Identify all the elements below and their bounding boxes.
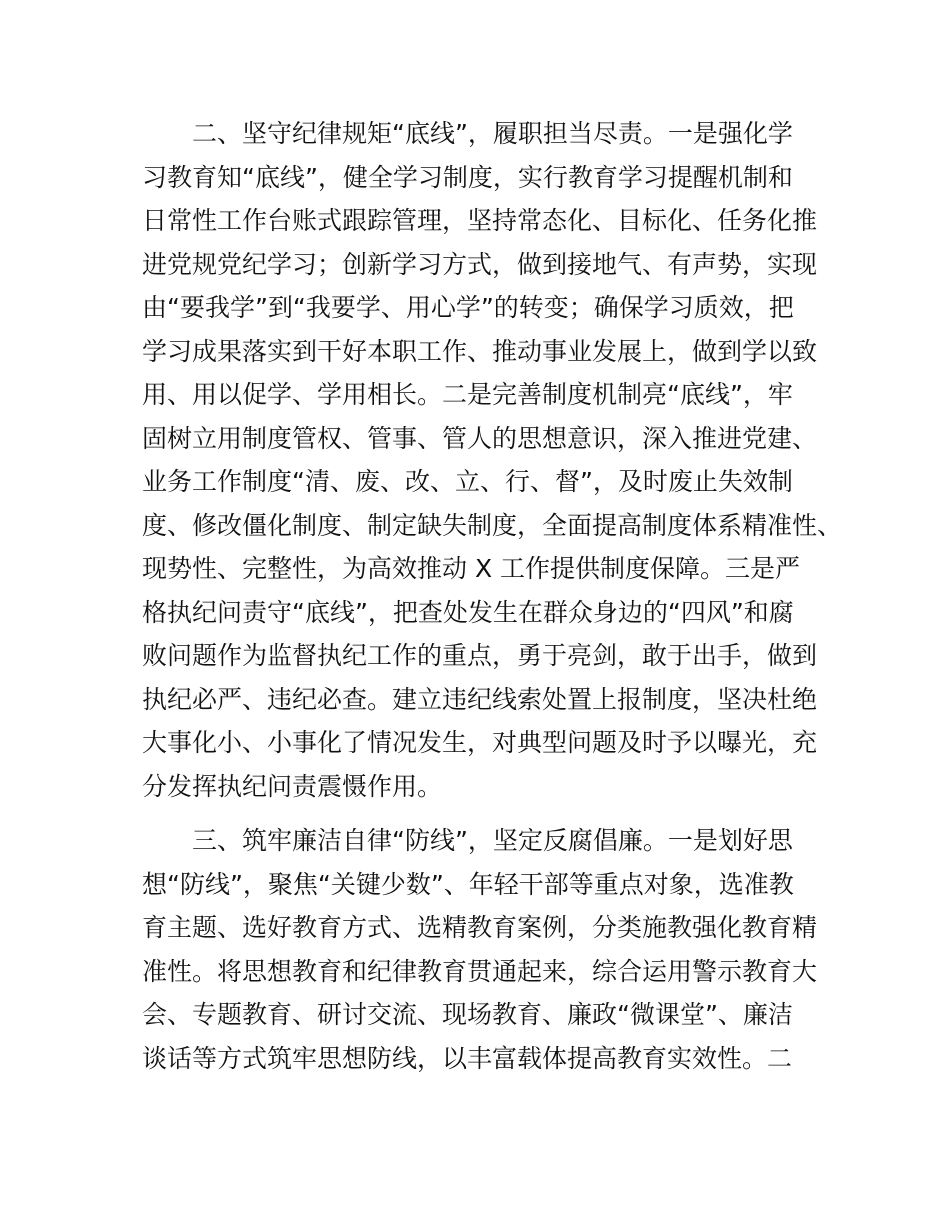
text-line: 现势性、完整性，为高效推动 X 工作提供制度保障。三是严 [142, 554, 801, 583]
text-line: 二、坚守纪律规矩“底线”，履职担当尽责。一是强化学 [192, 119, 793, 148]
text-line: 日常性工作台账式跟踪管理，坚持常态化、目标化、任务化推 [142, 206, 818, 235]
text-line: 用、用以促学、学用相长。二是完善制度机制亮“底线”，牢 [142, 380, 793, 409]
text-line: 大事化小、小事化了情况发生，对典型问题及时予以曝光，充 [142, 728, 818, 757]
text-line: 习教育知“底线”，健全学习制度，实行教育学习提醒机制和 [142, 162, 793, 192]
text-line: 败问题作为监督执纪工作的重点，勇于亮剑，敢于出手，做到 [142, 641, 818, 670]
text-line: 业务工作制度“清、废、改、立、行、督”，及时废止失效制 [142, 467, 793, 496]
text-line: 想“防线”，聚焦“关键少数”、年轻干部等重点对象，选准教 [142, 869, 794, 899]
text-line: 由“要我学”到“我要学、用心学”的转变；确保学习质效，把 [142, 293, 794, 322]
text-line: 度、修改僵化制度、制定缺失制度，全面提高制度体系精准性、 [142, 510, 843, 540]
document-body [142, 112, 843, 1080]
text-line: 进党规党纪学习；创新学习方式，做到接地气、有声势，实现 [142, 249, 818, 279]
text-line: 分发挥执纪问责震慑作用。 [142, 771, 443, 801]
paragraph-spacer [142, 808, 832, 819]
text-line: 谈话等方式筑牢思想防线，以丰富载体提高教育实效性。二 [142, 1043, 793, 1073]
text-line: 三、筑牢廉洁自律“防线”，坚定反腐倡廉。一是划好思 [192, 826, 793, 855]
text-line: 执纪必严、违纪必查。建立违纪线索处置上报制度，坚决杜绝 [142, 684, 818, 714]
text-line: 育主题、选好教育方式、选精教育案例，分类施教强化教育精 [142, 913, 818, 942]
text-line: 固树立用制度管权、管事、管人的思想意识，深入推进党建、 [142, 423, 818, 453]
text-line: 会、专题教育、研讨交流、现场教育、廉政“微课堂”、廉洁 [142, 1000, 793, 1029]
text-line: 格执纪问责守“底线”，把查处发生在群众身边的“四风”和腐 [142, 597, 794, 627]
paragraph-discipline [142, 112, 843, 808]
paragraph-integrity [142, 819, 832, 1080]
text-line: 准性。将思想教育和纪律教育贯通起来，综合运用警示教育大 [142, 956, 818, 986]
text-line: 学习成果落实到干好本职工作、推动事业发展上，做到学以致 [142, 336, 818, 366]
